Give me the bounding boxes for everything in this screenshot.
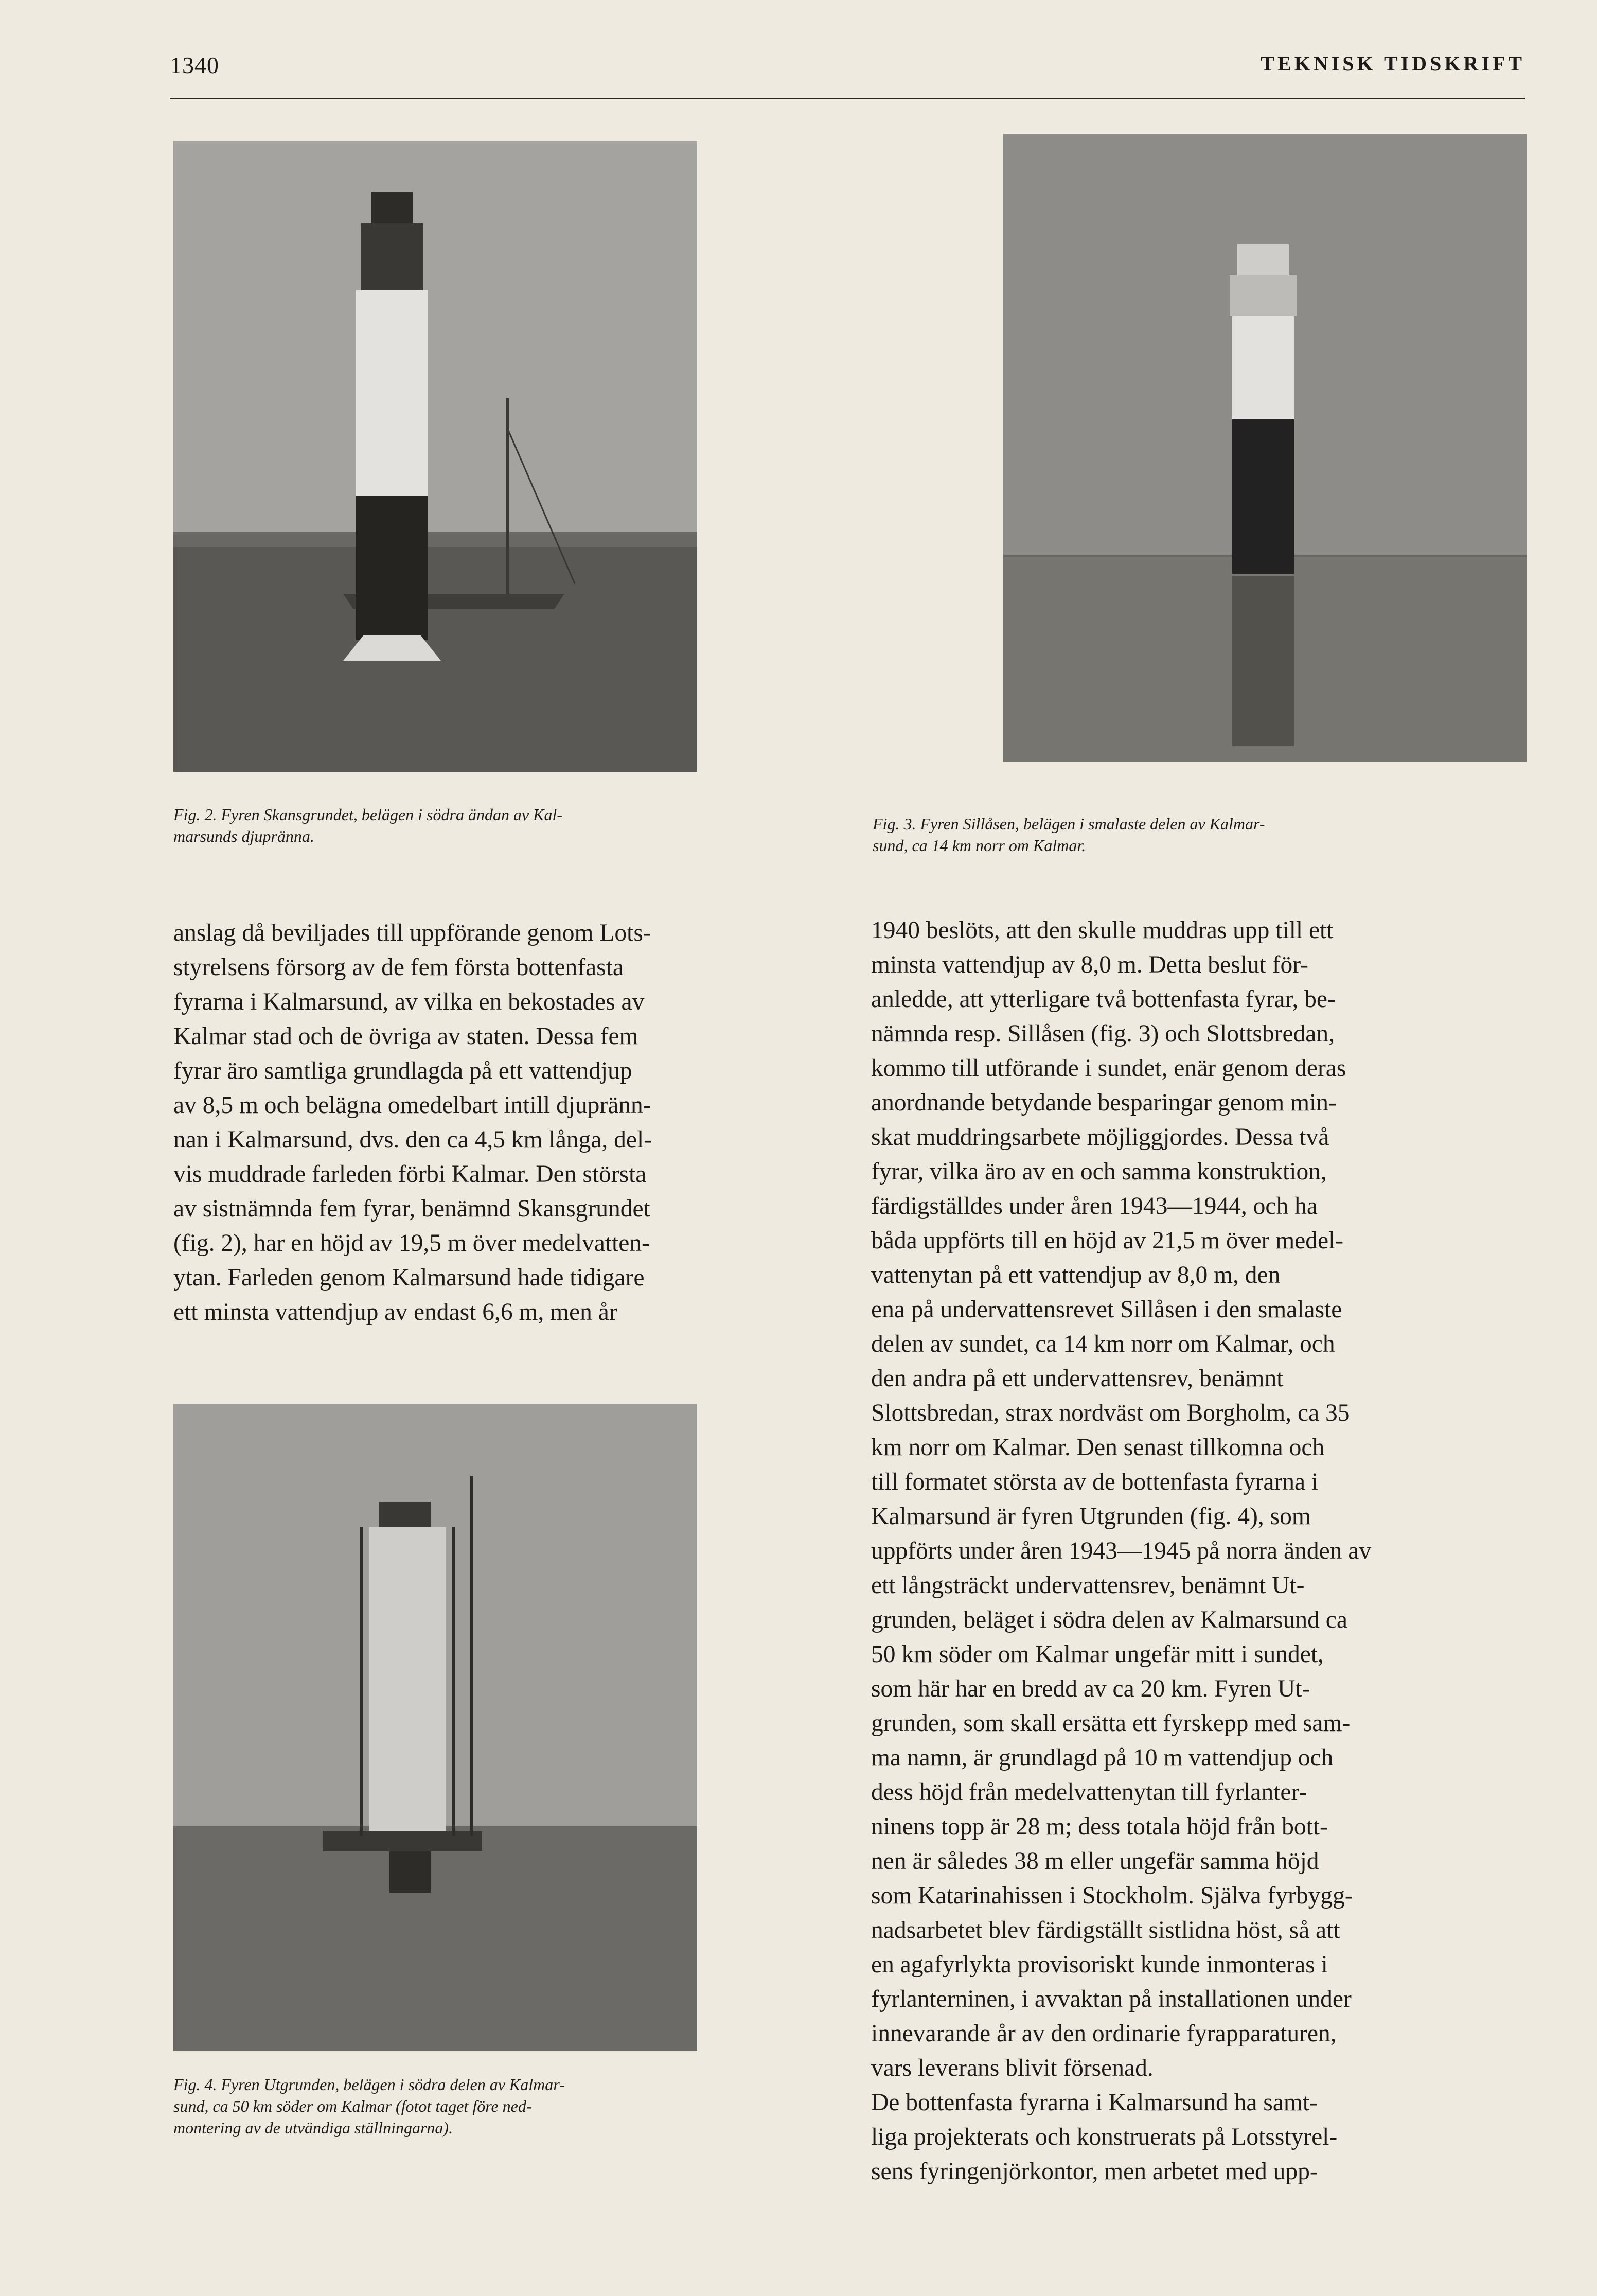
- text-line: skat muddringsarbete möjliggjordes. Dessa två: [871, 1124, 1329, 1151]
- text-line: anslag då beviljades till uppförande genom Lots-: [173, 920, 651, 946]
- text-line: liga projekterats och konstruerats på Lotsstyrel-: [871, 2124, 1338, 2150]
- text-line: km norr om Kalmar. Den senast tillkomna och: [871, 1434, 1325, 1461]
- text-line: ma namn, är grundlagd på 10 m vattendjup och: [871, 1744, 1334, 1771]
- caption-line: sund, ca 14 km norr om Kalmar.: [873, 836, 1086, 855]
- body-text-right-column: [871, 913, 1371, 2189]
- journal-title: TEKNISK TIDSKRIFT: [1261, 52, 1525, 75]
- text-line: båda uppförts till en höjd av 21,5 m över medel-: [871, 1227, 1344, 1254]
- caption-line: montering av de utvändiga ställningarna).: [173, 2118, 453, 2137]
- text-line: 50 km söder om Kalmar ungefär mitt i sundet,: [871, 1641, 1324, 1668]
- text-line: den andra på ett undervattensrev, benämnt: [871, 1365, 1284, 1392]
- text-line: vis muddrade farleden förbi Kalmar. Den största: [173, 1161, 647, 1188]
- caption-line: Fig. 2. Fyren Skansgrundet, belägen i södra ändan av Kal-: [173, 805, 563, 824]
- text-line: nämnda resp. Sillåsen (fig. 3) och Slottsbredan,: [871, 1020, 1335, 1047]
- text-line: kommo till utförande i sundet, enär genom deras: [871, 1055, 1346, 1082]
- page-number: 1340: [170, 52, 219, 78]
- caption-line: sund, ca 50 km söder om Kalmar (fotot taget före ned-: [173, 2097, 532, 2115]
- text-line: nan i Kalmarsund, dvs. den ca 4,5 km långa, del-: [173, 1126, 652, 1153]
- text-line: vars leverans blivit försenad.: [871, 2055, 1154, 2081]
- text-line: av 8,5 m och belägna omedelbart intill djupränn-: [173, 1092, 651, 1119]
- text-line: anordnande betydande besparingar genom min-: [871, 1089, 1337, 1116]
- text-line: grunden, som skall ersätta ett fyrskepp med sam-: [871, 1710, 1351, 1737]
- text-line: dess höjd från medelvattenytan till fyrlanter-: [871, 1779, 1307, 1806]
- text-line: ena på undervattensrevet Sillåsen i den smalaste: [871, 1296, 1342, 1323]
- photo-utgrunden-lighthouse: [173, 1404, 697, 2051]
- text-line: ett långsträckt undervattensrev, benämnt Ut-: [871, 1572, 1305, 1599]
- text-line: ett minsta vattendjup av endast 6,6 m, men år: [173, 1299, 617, 1326]
- text-line: grunden, beläget i södra delen av Kalmarsund ca: [871, 1606, 1347, 1633]
- text-line: delen av sundet, ca 14 km norr om Kalmar, och: [871, 1331, 1335, 1357]
- text-line: fyrlanterninen, i avvaktan på installationen under: [871, 1986, 1352, 2012]
- text-line: fyrarna i Kalmarsund, av vilka en bekostades av: [173, 988, 645, 1015]
- text-line: uppförts under åren 1943—1945 på norra änden av: [871, 1538, 1372, 1564]
- text-line: ninens topp är 28 m; dess totala höjd från bott-: [871, 1813, 1328, 1840]
- text-line: minsta vattendjup av 8,0 m. Detta beslut för-: [871, 951, 1308, 978]
- caption-line: Fig. 3. Fyren Sillåsen, belägen i smalaste delen av Kalmar-: [873, 815, 1265, 833]
- text-line: anledde, att ytterligare två bottenfasta fyrar, be-: [871, 986, 1336, 1013]
- figure-3-caption: [873, 813, 1531, 856]
- body-text-left-column: [173, 916, 652, 1330]
- text-line: färdigställdes under åren 1943—1944, och ha: [871, 1193, 1318, 1220]
- text-line: fyrar, vilka äro av en och samma konstruktion,: [871, 1158, 1327, 1185]
- text-line: vattenytan på ett vattendjup av 8,0 m, den: [871, 1262, 1281, 1288]
- photo-skansgrundet-lighthouse: [173, 141, 697, 772]
- photo-sillasen-lighthouse: [1003, 134, 1527, 762]
- text-line: 1940 beslöts, att den skulle muddras upp till ett: [871, 917, 1334, 944]
- text-line: sens fyringenjörkontor, men arbetet med upp-: [871, 2158, 1318, 2185]
- text-line: Kalmarsund är fyren Utgrunden (fig. 4), som: [871, 1503, 1311, 1530]
- figure-2-caption: [173, 804, 832, 847]
- text-line: (fig. 2), har en höjd av 19,5 m över medelvatten-: [173, 1230, 650, 1257]
- figure-4-caption: [173, 2074, 832, 2139]
- text-line: nen är således 38 m eller ungefär samma höjd: [871, 1848, 1319, 1875]
- text-line: som här har en bredd av ca 20 km. Fyren Ut-: [871, 1675, 1310, 1702]
- text-line: Slottsbredan, strax nordväst om Borgholm, ca 35: [871, 1400, 1350, 1426]
- header-rule: [170, 98, 1525, 99]
- text-line: innevarande år av den ordinarie fyrapparaturen,: [871, 2020, 1337, 2047]
- text-line: De bottenfasta fyrarna i Kalmarsund ha samt-: [871, 2089, 1318, 2116]
- text-line: Kalmar stad och de övriga av staten. Dessa fem: [173, 1023, 638, 1050]
- text-line: som Katarinahissen i Stockholm. Själva fyrbygg-: [871, 1882, 1353, 1909]
- text-line: av sistnämnda fem fyrar, benämnd Skansgrundet: [173, 1195, 650, 1222]
- text-line: styrelsens försorg av de fem första bottenfasta: [173, 954, 624, 981]
- text-line: ytan. Farleden genom Kalmarsund hade tidigare: [173, 1264, 645, 1291]
- caption-line: Fig. 4. Fyren Utgrunden, belägen i södra delen av Kalmar-: [173, 2075, 565, 2094]
- caption-line: marsunds djupränna.: [173, 827, 314, 845]
- text-line: fyrar äro samtliga grundlagda på ett vattendjup: [173, 1057, 632, 1084]
- text-line: nadsarbetet blev färdigställt sistlidna höst, så att: [871, 1917, 1340, 1944]
- text-line: en agafyrlykta provisoriskt kunde inmonteras i: [871, 1951, 1328, 1978]
- text-line: till formatet största av de bottenfasta fyrarna i: [871, 1469, 1319, 1495]
